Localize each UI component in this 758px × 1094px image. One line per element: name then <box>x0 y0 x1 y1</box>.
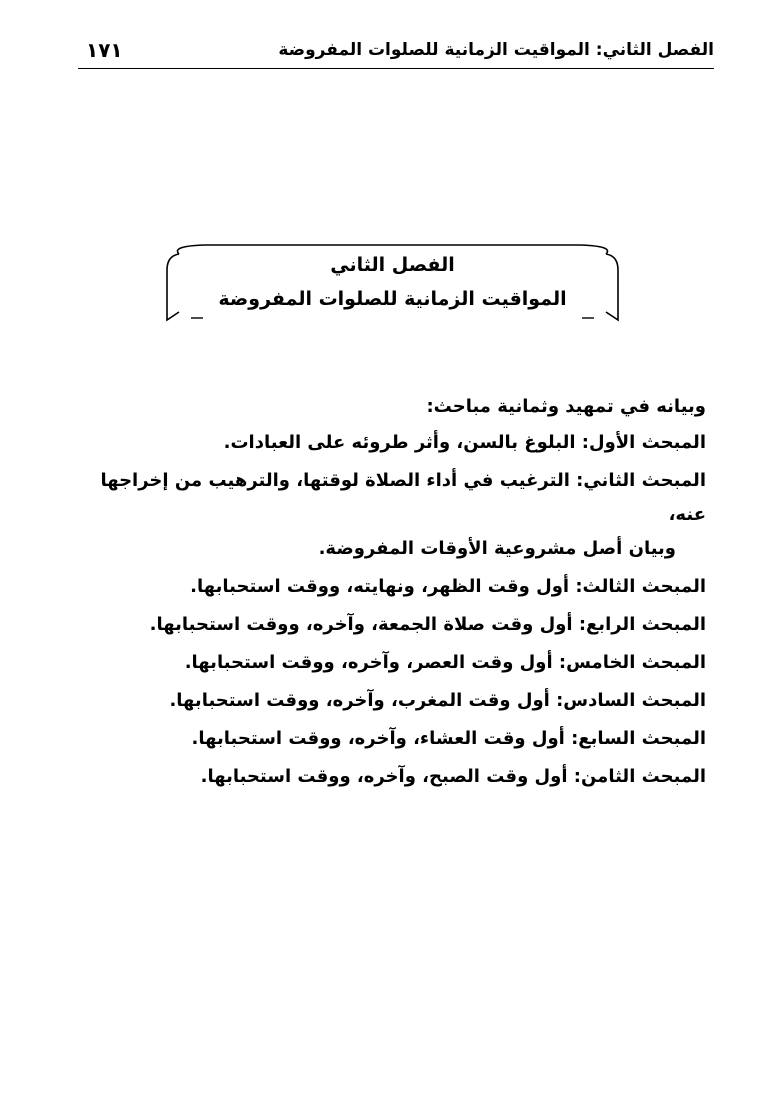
section-line-continued: وبيان أصل مشروعية الأوقات المفروضة. <box>318 538 676 559</box>
section-item <box>78 722 706 756</box>
section-line: المبحث الخامس: أول وقت العصر، وآخره، ووقت استحبابها. <box>184 652 706 673</box>
section-item <box>78 608 706 642</box>
chapter-title-box <box>165 242 620 322</box>
running-title: الفصل الثاني: المواقيت الزمانية للصلوات المفروضة <box>278 40 714 60</box>
chapter-title: المواقيت الزمانية للصلوات المفروضة <box>218 288 567 310</box>
section-line: المبحث الثاني: الترغيب في أداء الصلاة لوقتها، والترهيب من إخراجها عنه، <box>100 470 706 525</box>
section-item <box>78 426 706 460</box>
section-line: المبحث الثامن: أول وقت الصبح، وآخره، ووقت استحبابها. <box>200 766 706 787</box>
section-line: المبحث السابع: أول وقت العشاء، وآخره، ووقت استحبابها. <box>191 728 706 749</box>
section-line: المبحث الثالث: أول وقت الظهر، ونهايته، ووقت استحبابها. <box>190 576 706 597</box>
chapter-label: الفصل الثاني <box>330 254 455 276</box>
chapter-outline <box>78 388 706 798</box>
outline-intro: وبيانه في تمهيد وثمانية مباحث: <box>426 396 706 417</box>
page-number: ١٧١ <box>86 38 123 62</box>
section-line: المبحث الرابع: أول وقت صلاة الجمعة، وآخره، ووقت استحبابها. <box>149 614 706 635</box>
section-item <box>78 684 706 718</box>
section-item <box>78 464 706 566</box>
section-line: المبحث الأول: البلوغ بالسن، وأثر طروئه على العبادات. <box>223 432 706 453</box>
section-item <box>78 646 706 680</box>
section-line: المبحث السادس: أول وقت المغرب، وآخره، ووقت استحبابها. <box>169 690 706 711</box>
running-header <box>78 38 714 69</box>
section-item <box>78 570 706 604</box>
section-item <box>78 760 706 794</box>
